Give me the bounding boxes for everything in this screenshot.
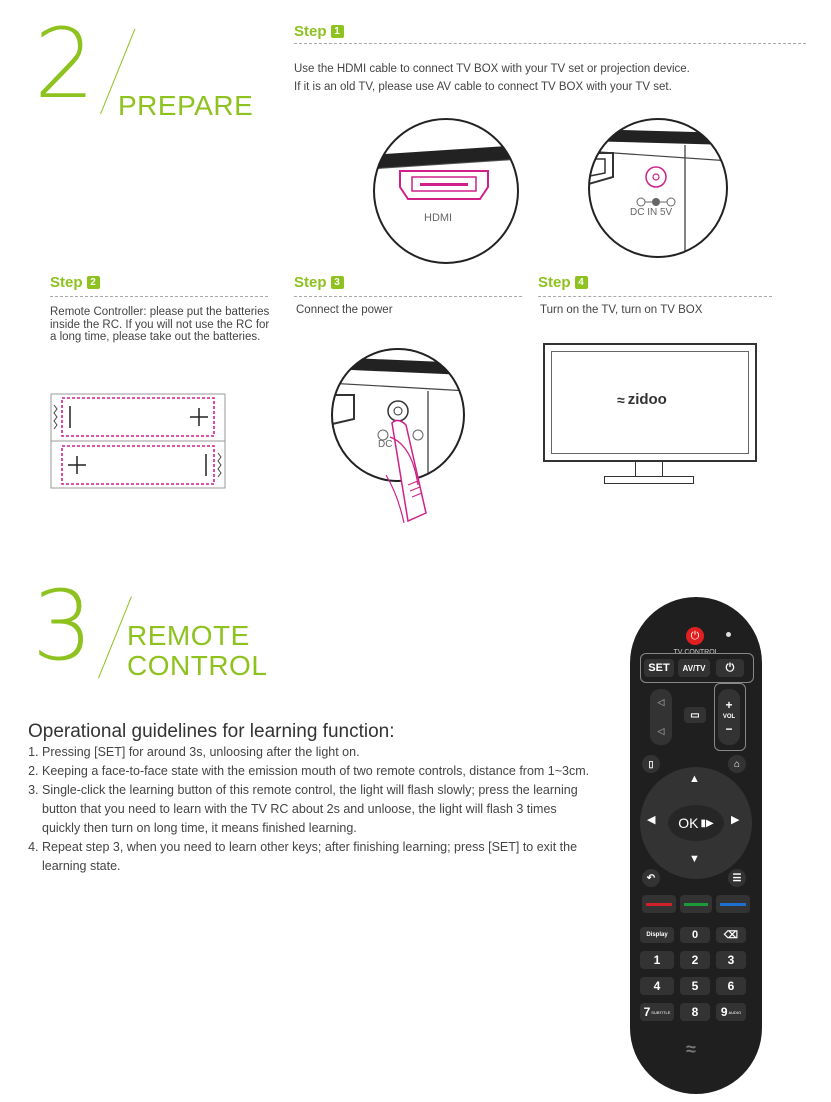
- digit-7: 7: [643, 1005, 651, 1019]
- power-connect-illustration: [328, 345, 468, 525]
- step4-heading: [538, 274, 588, 291]
- vol-plus-icon: +: [725, 698, 733, 712]
- step2-label: Step: [50, 274, 83, 291]
- tv-brand: [617, 391, 667, 408]
- guide-item: 4. Repeat step 3, when you need to learn other keys; after finishing learning; press [SET] to exit the learning state.: [42, 838, 592, 876]
- back-icon: ↶: [642, 869, 660, 887]
- dpad-down-icon: ▼: [689, 853, 700, 865]
- digit-1: 1: [640, 951, 674, 969]
- avtv-button: AV/TV: [678, 659, 710, 677]
- tv-illustration: [543, 343, 757, 462]
- digit-7-button: [640, 1003, 674, 1021]
- digit-0: 0: [680, 927, 710, 943]
- digit-3: 3: [716, 951, 746, 969]
- ok-button: [668, 805, 724, 841]
- step2-divider: [50, 296, 268, 297]
- power-button-icon: ⏻: [686, 627, 704, 645]
- tv-brand-name: zidoo: [627, 391, 667, 408]
- step4-text: Turn on the TV, turn on TV BOX: [540, 304, 703, 316]
- hdmi-label: HDMI: [424, 212, 453, 224]
- section-number-3: 3: [32, 570, 94, 682]
- digit-9-button: [716, 1003, 746, 1021]
- step3-heading: [294, 274, 344, 291]
- menu-icon: ☰: [728, 869, 746, 887]
- blue-button: [716, 895, 750, 913]
- zidoo-logo-icon: ≈: [617, 391, 625, 408]
- green-button: [680, 895, 712, 913]
- digit-4: 4: [640, 977, 674, 995]
- digit-6: 6: [716, 977, 746, 995]
- digit-2: 2: [680, 951, 710, 969]
- mouse-icon: ▯: [642, 755, 660, 773]
- play-pause-icon: ▮▶: [700, 817, 714, 829]
- step4-label: Step: [538, 274, 571, 291]
- home-icon: ⌂: [728, 755, 746, 773]
- vol-minus-icon: −: [725, 722, 733, 736]
- audio-label: AUDIO: [728, 1009, 742, 1015]
- step1-label: Step: [294, 23, 327, 40]
- window-icon: ▭: [684, 707, 706, 723]
- prepare-title: PREPARE: [118, 90, 254, 121]
- subtitle-label: SUBTITLE: [651, 1009, 671, 1015]
- step1-number: 1: [331, 25, 344, 38]
- battery-illustration: [50, 393, 226, 489]
- dpad-right-icon: ▶: [731, 814, 740, 826]
- indicator-light-icon: [726, 632, 731, 637]
- tv-power-icon: ⏻: [716, 659, 744, 677]
- remote-control-illustration: [630, 597, 762, 1094]
- step2-number: 2: [87, 276, 100, 289]
- step3-divider: [294, 296, 522, 297]
- remote-title-1: REMOTE: [127, 620, 250, 651]
- guide-title: Operational guidelines for learning function:: [28, 721, 395, 742]
- dpad-left-icon: ◀: [647, 814, 656, 826]
- digit-8: 8: [680, 1003, 710, 1021]
- tv-control-label: TV CONTROL: [673, 649, 719, 656]
- digit-5: 5: [680, 977, 710, 995]
- red-button: [642, 895, 676, 913]
- step4-divider: [538, 296, 772, 297]
- step3-number: 3: [331, 276, 344, 289]
- mute-rocker-icon: ◁ ◁: [650, 689, 672, 745]
- remote-title-2: CONTROL: [127, 650, 268, 681]
- vol-label: VOL: [722, 714, 736, 720]
- tv-neck: [635, 460, 663, 477]
- step1-divider: [294, 43, 806, 44]
- step3-text: Connect the power: [296, 304, 393, 316]
- tv-stand: [604, 476, 694, 484]
- step3-label: Step: [294, 274, 327, 291]
- dc-in-label: DC IN 5V: [630, 207, 673, 218]
- dpad-up-icon: ▲: [689, 773, 700, 785]
- guide-item: 1. Pressing [SET] for around 3s, unloosing after the light on.: [42, 743, 592, 762]
- set-button: SET: [644, 659, 674, 677]
- hdmi-port-illustration: [370, 115, 522, 267]
- dc-port-illustration: [585, 115, 731, 261]
- guide-item: 2. Keeping a face-to-face state with the emission mouth of two remote controls, distance from 1~3cm.: [42, 762, 592, 781]
- step2-text: Remote Controller: please put the batteries inside the RC. If you will not use the RC for a long time, please take out the batteries.: [50, 306, 270, 343]
- guide-item: 3. Single-click the learning button of this remote control, the light will flash slowly; press the learning button that you need to learn with the TV RC about 2s and unloose, the light will flash 3 times quickly then turn on long time, it means finished learning.: [42, 781, 592, 838]
- step1-text-1: Use the HDMI cable to connect TV BOX with your TV set or projection device.: [294, 63, 690, 75]
- ok-label: OK: [678, 815, 699, 831]
- step1-text-2: If it is an old TV, please use AV cable to connect TV BOX with your TV set.: [294, 81, 672, 93]
- guide-list: [28, 743, 592, 876]
- step2-heading: [50, 274, 100, 291]
- zidoo-remote-logo-icon: ≈: [686, 1039, 696, 1059]
- section-number-2: 2: [34, 8, 96, 120]
- step3-dc-label: DC: [378, 439, 393, 450]
- step1-heading: [294, 23, 344, 40]
- step4-number: 4: [575, 276, 588, 289]
- delete-icon: ⌫: [716, 927, 746, 943]
- vol-rocker: [718, 689, 740, 745]
- digit-9: 9: [720, 1005, 728, 1019]
- display-button: Display: [640, 927, 674, 943]
